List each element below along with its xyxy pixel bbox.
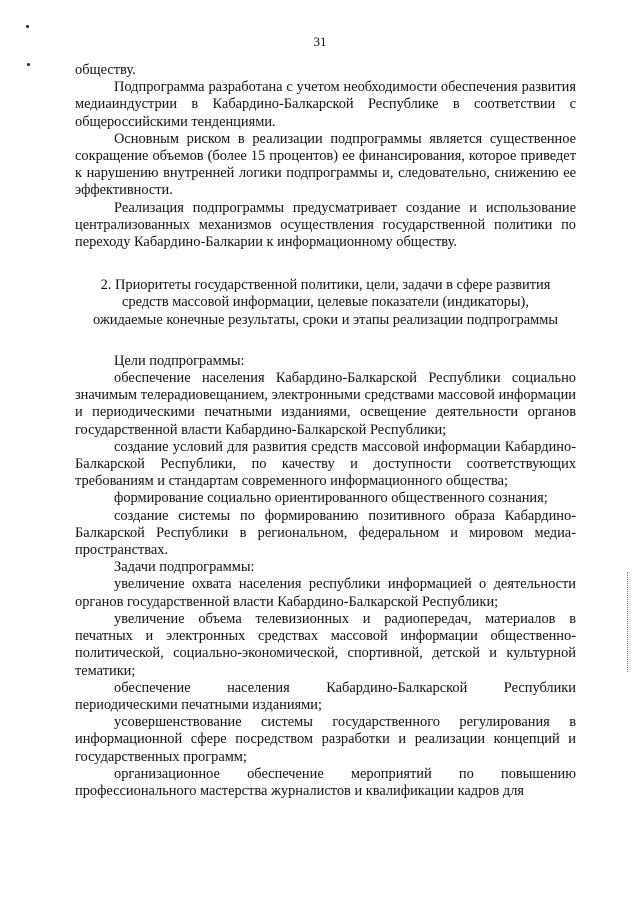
goal-item: создание системы по формированию позитивного образа Кабардино-Балкарской Республики в региональном, федеральном и мировом медиа-пространствах.	[75, 507, 576, 559]
task-item: обеспечение населения Кабардино-Балкарской Республики периодическими печатными изданиями;	[75, 679, 576, 713]
task-item: организационное обеспечение мероприятий по повышению профессионального мастерства журналистов и квалификации кадров для	[75, 765, 576, 799]
task-item: увеличение охвата населения республики информацией о деятельности органов государственной власти Кабардино-Балкарской Республики;	[75, 576, 576, 610]
section-heading-line: 2. Приоритеты государственной политики, цели, задачи в сфере развития	[100, 277, 551, 294]
goals-label: Цели подпрограммы:	[114, 352, 245, 369]
goal-item: создание условий для развития средств массовой информации Кабардино-Балкарской Республики, по качеству и доступности соответствующих требованиям и стандартам современного информационного общества;	[75, 438, 576, 490]
task-item: увеличение объема телевизионных и радиопередач, материалов в печатных и электронных средствах массовой информации общественно-политической, социально-экономической, спортивной, детской и культурной тематики;	[75, 610, 576, 679]
paragraph-development: Подпрограмма разработана с учетом необходимости обеспечения развития медиаиндустрии в Кабардино-Балкарской Республике в соответствии с общероссийскими тенденциями.	[75, 79, 576, 130]
paragraph-implementation: Реализация подпрограммы предусматривает создание и использование централизованных механизмов осуществления государственной политики по переходу Кабардино-Балкарии к информационному обществу.	[75, 199, 576, 251]
scan-dot	[26, 25, 29, 28]
tasks-label: Задачи подпрограммы:	[114, 559, 255, 576]
scan-edge-mark	[627, 572, 629, 672]
paragraph-risk: Основным риском в реализации подпрограммы является существенное сокращение объемов (более 15 процентов) ее финансирования, которое приведет к нарушению внутренней логики подпрограммы и, следовательно, снижению ее эффективности.	[75, 130, 576, 199]
goal-item: формирование социально ориентированного общественного сознания;	[114, 490, 548, 507]
continued-paragraph: обществу.	[75, 62, 136, 78]
goal-item: обеспечение населения Кабардино-Балкарской Республики социально значимым телерадиовещанием, электронными средствами массовой информации и периодическими печатными изданиями, освещение деятельности органов государственной власти Кабардино-Балкарской Республики;	[75, 370, 576, 438]
page-number: 31	[313, 34, 327, 49]
section-heading-line: ожидаемые конечные результаты, сроки и этапы реализации подпрограммы	[92, 311, 558, 328]
section-heading	[75, 277, 576, 329]
task-item: усовершенствование системы государственного регулирования в информационной сфере посредством разработки и реализации концепций и государственных программ;	[75, 714, 576, 765]
scan-dot	[27, 63, 30, 66]
document-body	[75, 62, 576, 800]
section-heading-line: средств массовой информации, целевые показатели (индикаторы),	[122, 294, 529, 311]
